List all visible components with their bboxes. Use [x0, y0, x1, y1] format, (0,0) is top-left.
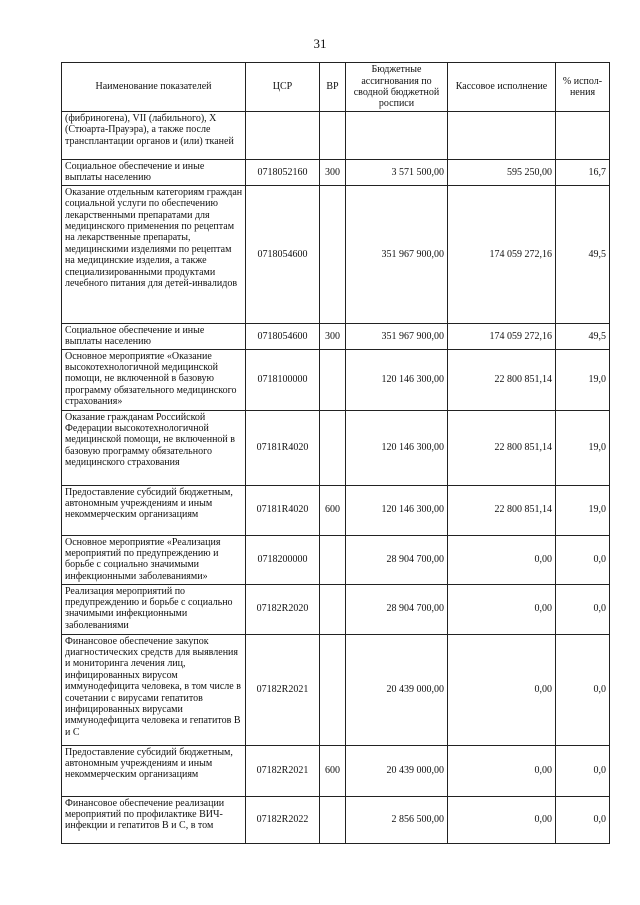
row-vr: 600	[320, 745, 346, 796]
table-row	[62, 323, 610, 349]
row-vr	[320, 535, 346, 584]
row-vr: 300	[320, 323, 346, 349]
row-budget: 20 439 000,00	[346, 634, 448, 745]
row-csr: 0718200000	[246, 535, 320, 584]
row-csr: 07182R2020	[246, 584, 320, 634]
row-csr: 0718100000	[246, 349, 320, 410]
row-cash: 595 250,00	[448, 160, 556, 186]
header-cash: Кассовое исполнение	[448, 63, 556, 112]
row-pct	[556, 112, 610, 160]
row-name: Основное мероприятие «Оказание высокотехнологичной медицинской помощи, не включенной в базовую программу обязательного медицинского страхования»	[62, 349, 246, 410]
row-pct: 0,0	[556, 796, 610, 843]
row-cash: 174 059 272,16	[448, 185, 556, 323]
row-csr: 07182R2022	[246, 796, 320, 843]
row-cash	[448, 112, 556, 160]
row-csr: 07181R4020	[246, 410, 320, 485]
table-row	[62, 410, 610, 485]
row-vr	[320, 185, 346, 323]
row-budget: 2 856 500,00	[346, 796, 448, 843]
row-cash: 0,00	[448, 535, 556, 584]
table-row	[62, 745, 610, 796]
header-csr: ЦСР	[246, 63, 320, 112]
row-pct: 0,0	[556, 584, 610, 634]
row-pct: 19,0	[556, 410, 610, 485]
table-row	[62, 535, 610, 584]
row-cash: 0,00	[448, 634, 556, 745]
row-cash: 22 800 851,14	[448, 410, 556, 485]
table-header-row	[62, 63, 610, 112]
row-name: (фибриногена), VII (лабильного), X (Стюарта-Прауэра), а также после трансплантации органов и (или) тканей	[62, 112, 246, 160]
row-cash: 0,00	[448, 745, 556, 796]
table-row	[62, 160, 610, 186]
row-csr: 07181R4020	[246, 485, 320, 535]
row-budget: 120 146 300,00	[346, 410, 448, 485]
row-name: Социальное обеспечение и иные выплаты населению	[62, 323, 246, 349]
row-budget: 28 904 700,00	[346, 535, 448, 584]
row-name: Оказание гражданам Российской Федерации высокотехнологичной медицинской помощи, не включенной в базовую программу обязательного медицинского страхования	[62, 410, 246, 485]
row-pct: 16,7	[556, 160, 610, 186]
row-cash: 0,00	[448, 584, 556, 634]
row-cash: 174 059 272,16	[448, 323, 556, 349]
header-vr: ВР	[320, 63, 346, 112]
row-budget	[346, 112, 448, 160]
row-csr: 0718054600	[246, 185, 320, 323]
row-csr: 07182R2021	[246, 634, 320, 745]
row-name: Финансовое обеспечение закупок диагностических средств для выявления и мониторинга лечения лиц, инфицированных вирусом иммунодефицита человека, в том числе в сочетании с вирусами гепатитов инфицированных вирусами иммунодефицита человека и гепатитов В и С	[62, 634, 246, 745]
page-number: 31	[313, 36, 327, 51]
row-vr	[320, 796, 346, 843]
header-budget: Бюджетные ассигнования по сводной бюджетной росписи	[346, 63, 448, 112]
row-csr: 07182R2021	[246, 745, 320, 796]
row-budget: 120 146 300,00	[346, 485, 448, 535]
table-row	[62, 796, 610, 843]
table-row	[62, 485, 610, 535]
row-name: Реализация мероприятий по предупреждению и борьбе с социально значимыми инфекционными заболеваниями	[62, 584, 246, 634]
table-row	[62, 349, 610, 410]
row-budget: 351 967 900,00	[346, 323, 448, 349]
row-csr: 0718054600	[246, 323, 320, 349]
row-budget: 3 571 500,00	[346, 160, 448, 186]
row-name: Социальное обеспечение и иные выплаты населению	[62, 160, 246, 186]
row-csr	[246, 112, 320, 160]
row-pct: 49,5	[556, 323, 610, 349]
row-name: Предоставление субсидий бюджетным, автономным учреждениям и иным некоммерческим организациям	[62, 745, 246, 796]
row-cash: 22 800 851,14	[448, 349, 556, 410]
row-pct: 0,0	[556, 634, 610, 745]
row-vr	[320, 634, 346, 745]
row-budget: 28 904 700,00	[346, 584, 448, 634]
row-csr: 0718052160	[246, 160, 320, 186]
row-vr	[320, 410, 346, 485]
row-name: Финансовое обеспечение реализации мероприятий по профилактике ВИЧ-инфекции и гепатитов В и С, в том	[62, 796, 246, 843]
row-pct: 0,0	[556, 535, 610, 584]
table-row	[62, 634, 610, 745]
table-row	[62, 584, 610, 634]
row-name: Основное мероприятие «Реализация мероприятий по предупреждению и борьбе с социально значимыми инфекционными заболеваниями»	[62, 535, 246, 584]
row-name: Оказание отдельным категориям граждан социальной услуги по обеспечению лекарственными препаратами для медицинского применения по рецептам на лекарственные препараты, медицинскими изделиями по рецептам на медицинские изделия, а также специализированными продуктами лечебного питания для детей-инвалидов	[62, 185, 246, 323]
row-vr: 600	[320, 485, 346, 535]
header-name: Наименование показателей	[62, 63, 246, 112]
table-row	[62, 112, 610, 160]
table-row	[62, 185, 610, 323]
row-vr	[320, 349, 346, 410]
row-name: Предоставление субсидий бюджетным, автономным учреждениям и иным некоммерческим организациям	[62, 485, 246, 535]
header-pct: % испол-нения	[556, 63, 610, 112]
row-budget: 120 146 300,00	[346, 349, 448, 410]
row-vr	[320, 584, 346, 634]
row-pct: 19,0	[556, 485, 610, 535]
row-cash: 0,00	[448, 796, 556, 843]
row-budget: 351 967 900,00	[346, 185, 448, 323]
budget-table	[61, 62, 610, 844]
row-pct: 49,5	[556, 185, 610, 323]
row-budget: 20 439 000,00	[346, 745, 448, 796]
row-pct: 0,0	[556, 745, 610, 796]
row-pct: 19,0	[556, 349, 610, 410]
row-cash: 22 800 851,14	[448, 485, 556, 535]
row-vr: 300	[320, 160, 346, 186]
row-vr	[320, 112, 346, 160]
